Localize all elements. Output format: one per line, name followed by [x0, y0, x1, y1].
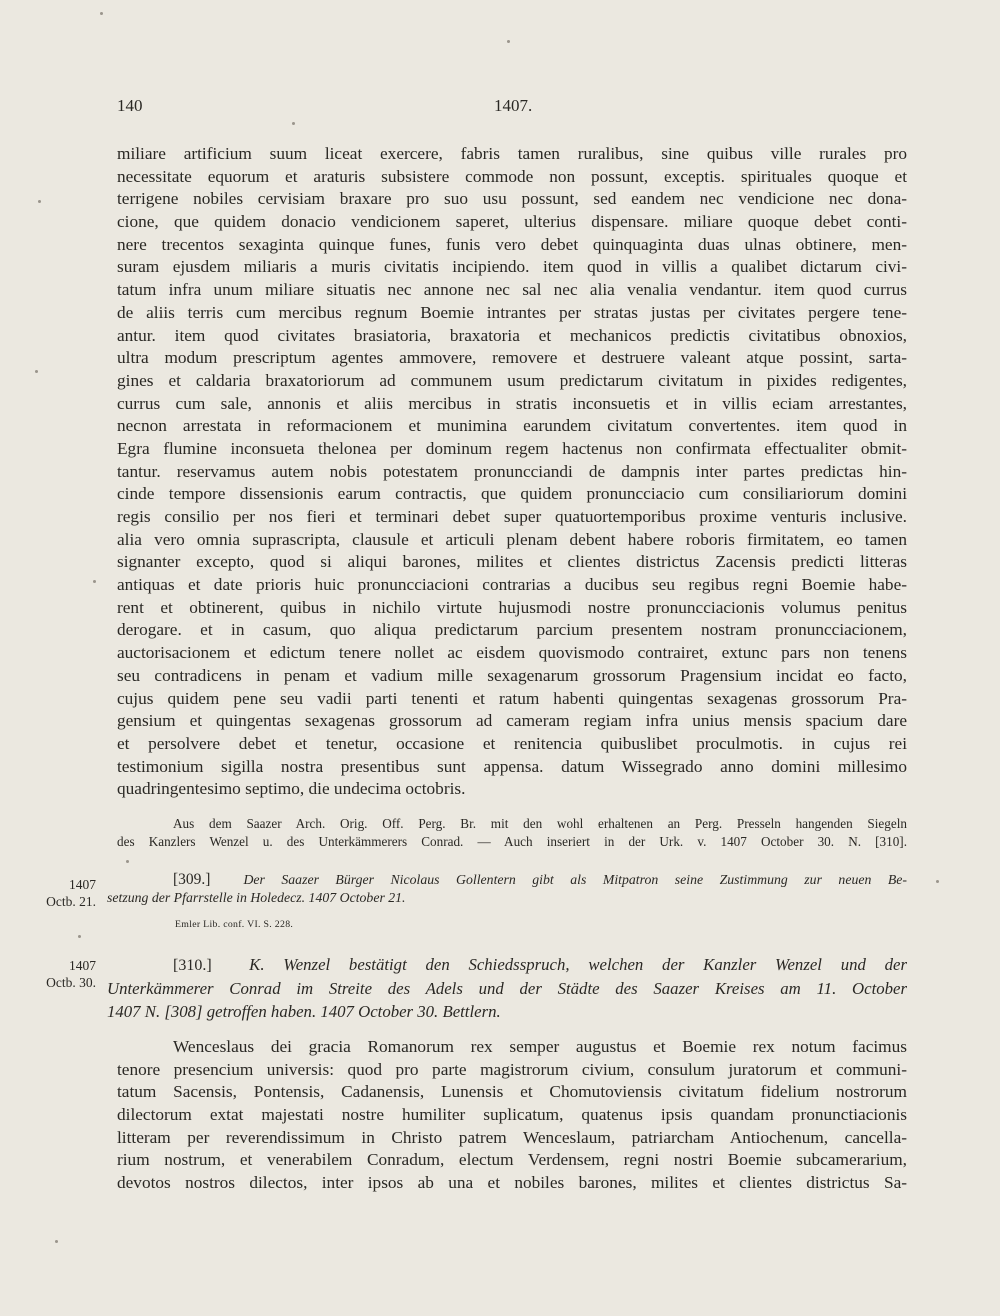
regest-text: K. Wenzel bestätigt den Schiedsspruch, welchen der Kanzler Wenzel und der: [249, 955, 907, 974]
doc-number: [309.]: [173, 871, 211, 888]
source-line: Aus dem Saazer Arch. Orig. Off. Perg. Br. mit den wohl erhaltenen an Perg. Presseln hangenden Siegeln: [173, 816, 907, 831]
body-line: signanter excepto, quod si aliqui barones, milites et clientes districtus Zacensis predicti litteras: [117, 552, 907, 572]
page-number: 140: [117, 96, 143, 115]
body-line: cinde tempore dissensionis earum contractis, que quidem pronuncciacio cum consiliariorum domini: [117, 484, 907, 504]
body-line: suram ejusdem miliaris a muris civitatis incipiendo. item quod in villis a qualibet dictarum civi-: [117, 257, 907, 277]
body-line: Egra flumine inconsueta thelonea per dominum regem hactenus non confirmata effectualiter obmit-: [117, 438, 907, 458]
body-line: tatum Sacensis, Pontensis, Cadanensis, Lunensis et Chomutoviensis civitatum fidelium nostrorum: [117, 1082, 907, 1102]
body-line: cujus quidem pene seu vadii parti tenenti et ratum habenti quingentas sexagenas grossorum Pra-: [117, 688, 907, 708]
margin-year: 1407: [69, 958, 96, 973]
paper-speck: [78, 935, 81, 938]
body-line: testimonium sigilla nostra presentibus sunt appensa. datum Wissegrado anno domini millesimo: [117, 756, 907, 776]
body-line: litteram per reverendissimum in Christo patrem Wenceslaum, patriarcham Antiochenum, cancella-: [117, 1127, 907, 1147]
body-line: rent et obtinerent, quibus in nichilo virtute hujusmodi nostre pronuncciacionis volumus penitus: [117, 597, 907, 617]
body-line: regis consilio per nos fieri et terminari debet super quatuortemporibus proxime venturis inclusive.: [117, 507, 907, 526]
doc-310-margin-date: [0, 957, 96, 991]
regest-text: Der Saazer Bürger Nicolaus Gollentern gibt als Mitpatron seine Zustimmung zur neuen Be-: [243, 872, 907, 887]
regest-line: 1407 N. [308] getroffen haben. 1407 October 30. Bettlern.: [107, 1002, 501, 1021]
paper-speck: [38, 200, 41, 203]
body-line: necessitate equorum et araturis subsistere commode non possunt, exceptis. spirituales quoque et: [117, 166, 907, 186]
body-line: gines et caldaria braxatoriorum ad communem usum predictarum civitatum in pixides redigentes,: [117, 370, 907, 390]
body-line: terrigene nobiles cervisiam braxare pro suo usu possunt, sed eandem nec vendicione nec dona-: [117, 189, 907, 209]
page-header: [117, 96, 907, 120]
running-title: 1407.: [494, 96, 533, 115]
doc-308-source-note: [117, 815, 907, 851]
doc-309-source: Emler Lib. conf. VI. S. 228.: [175, 919, 294, 930]
regest-line: setzung der Pfarrstelle in Holedecz. 1407 October 21.: [107, 890, 406, 905]
body-line: nere trecentos sexaginta quinque funes, funis vero debet quinquaginta duas ulnas obtinere, men-: [117, 234, 907, 254]
paper-speck: [292, 122, 295, 125]
paper-speck: [35, 370, 38, 373]
body-line: seu contradicens in penam et vadium mille sexagenarum grossorum Pragensium incidat eo facto,: [117, 665, 907, 685]
body-line: miliare artificium suum liceat exercere, fabris tamen ruralibus, sine quibus ville rurales pro: [117, 144, 907, 163]
regest-line: [107, 953, 907, 977]
body-line: de aliis terris cum mercibus regnum Boemie intrantes per stratas justas per civitates pergere tene-: [117, 302, 907, 322]
body-line: tatum infra unum miliare situatis nec annone nec sal nec alia venalia vendantur. item quod currus: [117, 280, 907, 300]
paper-speck: [100, 12, 103, 15]
doc-309-margin-date: [0, 876, 96, 910]
body-line: antur. item quod civitates brasiatoria, braxatoria et mechanicos predictis civitatibus obnoxios,: [117, 325, 907, 345]
body-line: auctorisacionem et edictum tenere nollet ac eisdem quovismodo contrairet, extunc pars non tenens: [117, 643, 907, 663]
doc-309-regest: [107, 871, 907, 907]
paper-speck: [936, 880, 939, 883]
body-line: cione, que quidem donacio vendicionem saperet, ulterius dispensare. miliare quoque debet conti-: [117, 212, 907, 232]
body-line: tantur. reservamus autem nobis potestatem pronuncciandi de dampnis inter partes predictas hin-: [117, 461, 907, 481]
body-line: currus cum sale, annonis et aliis mercibus in stratis inconsuetis et in villis eciam arrestantes,: [117, 393, 907, 413]
body-line: rium nostrum, et venerabilem Conradum, electum Verdensem, regni nostri Boemie subcamerarium,: [117, 1150, 907, 1170]
margin-day: Octb. 30.: [46, 975, 96, 990]
doc-number: [310.]: [173, 957, 212, 974]
body-line: ultra modum prescriptum agentes ammovere, removere et destruere valeant atque possint, sarta-: [117, 348, 907, 368]
doc-310-body: [117, 1036, 907, 1195]
body-line: alia vero omnia suprascripta, clausule et articuli plenam debent habere roboris firmitatem, eo tamen: [117, 529, 907, 549]
paper-speck: [55, 1240, 58, 1243]
body-line: quadringentesimo septimo, die undecima octobris.: [117, 779, 466, 799]
body-line: antiquas et date prioris huic pronuncciacioni contrarias a ducibus seu regibus regni Boemie habe-: [117, 575, 907, 595]
body-line: dilectorum extat majestati nostre humiliter suplicatum, quatenus ipsis quandam pronunctiacionis: [117, 1105, 907, 1125]
body-line: Wenceslaus dei gracia Romanorum rex semper augustus et Boemie rex notum facimus: [173, 1037, 907, 1056]
regest-line: Unterkämmerer Conrad im Streite des Adels und der Städte des Saazer Kreises am 11. October: [107, 978, 907, 998]
paper-speck: [93, 580, 96, 583]
body-line: tenore presencium universis: quod pro parte magistrorum civium, consulum juratorum et communi-: [117, 1059, 907, 1079]
body-line: devotos nostros dilectos, inter ipsos ab una et nobiles barones, milites et clientes districtus Sa-: [117, 1173, 907, 1193]
body-line: derogare. et in casum, quo aliqua predictarum parcium presentem nostram pronuncciacionem,: [117, 620, 907, 640]
body-line: et persolvere debet et tenetur, occasione et renitencia quibuslibet proculmotis. in cujus rei: [117, 733, 907, 753]
regest-line: [107, 871, 907, 889]
paper-speck: [507, 40, 510, 43]
paper-speck: [126, 860, 129, 863]
margin-year: 1407: [69, 877, 96, 892]
margin-day: Octb. 21.: [46, 894, 96, 909]
doc-308-body: [117, 143, 907, 801]
doc-310-regest: [107, 953, 907, 1024]
body-line: gensium et quingentas sexagenas grossorum ad cameram regiam infra unius mensis spacium dare: [117, 711, 907, 731]
body-line: necnon arrestata in reformacionem et munimina earundem civitatum convertentes. item quod in: [117, 416, 907, 436]
source-line: des Kanzlers Wenzel u. des Unterkämmerers Conrad. — Auch inseriert in der Urk. v. 1407 October 30. N. [310].: [117, 834, 907, 849]
